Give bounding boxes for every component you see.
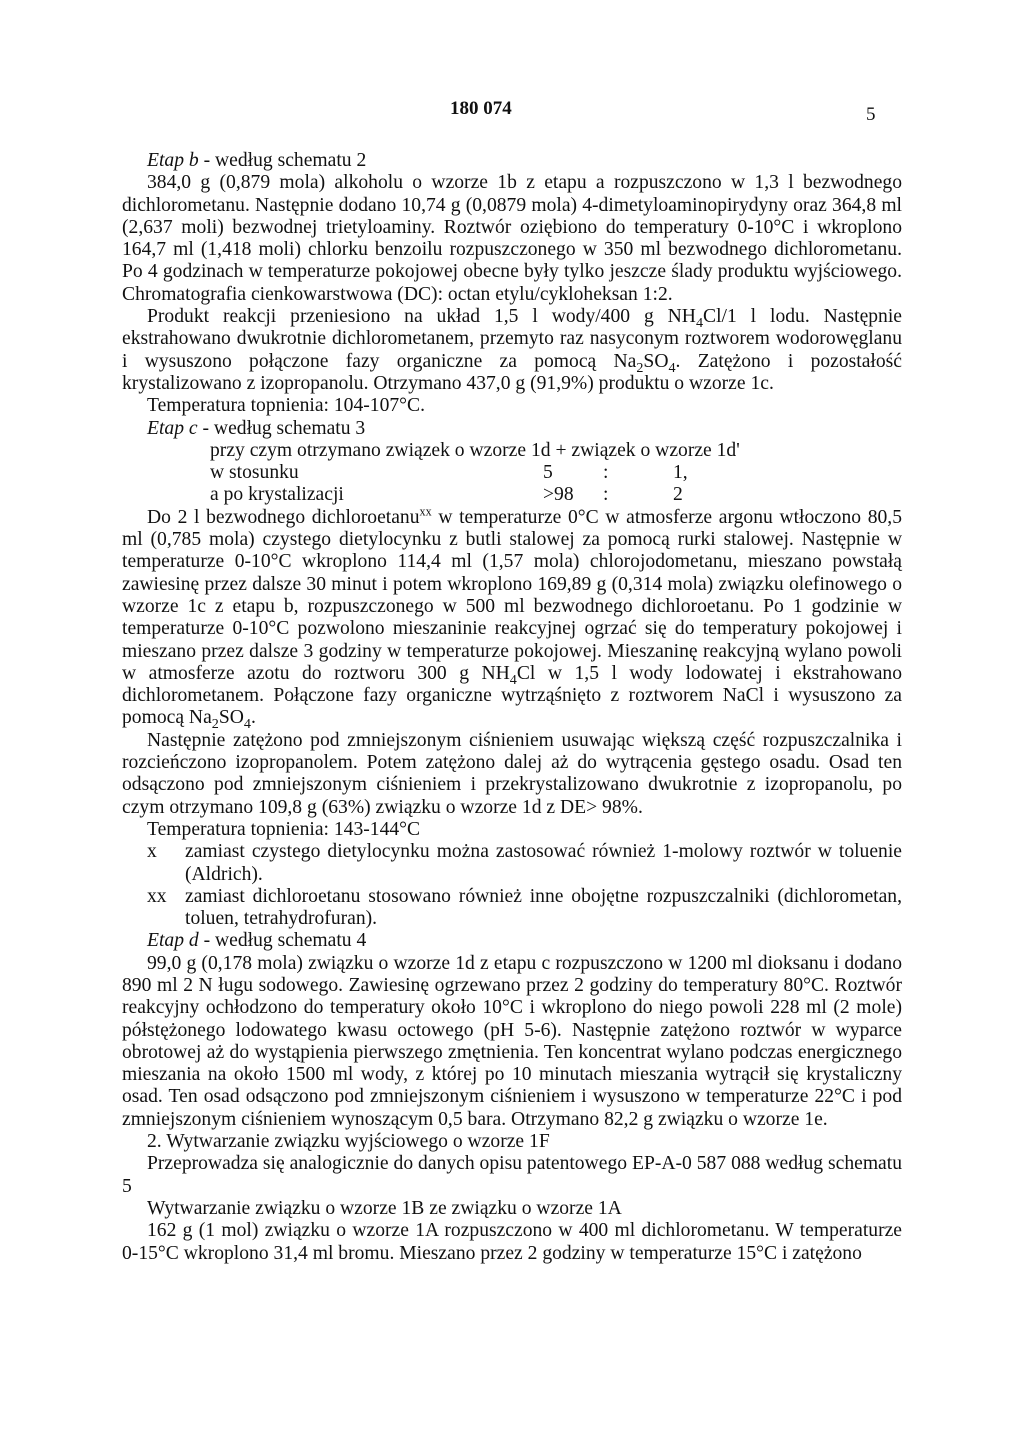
document-body [122,150,902,1265]
etap-b-paragraph-1: 384,0 g (0,879 mola) alkoholu o wzorze 1b z etapu a rozpuszczono w 1,3 l bezwodnego dichlorometanu. Następnie dodano 10,74 g (0,0879 mola) 4-dimetyloaminopirydyny oraz 364,8 ml (2,637 moli) bezwodnej trietyloaminy. Roztwór oziębiono do temperatury 0-10°C i wkroplono 164,7 ml (1,418 moli) chlorku benzoilu rozpuszczonego w 350 ml bezwodnego dichlorometanu. Po 4 godzinach w temperaturze pokojowej obecne były tylko jeszcze ślady produktu wyjściowego. Chromatografia cienkowarstwowa (DC): octan etylu/cykloheksan 1:2. [122,172,902,305]
ratio-row-2: a po krystalizacji >98 : 2 [210,484,683,506]
etap-c-paragraph-1: Do 2 l bezwodnego dichloroetanu$^{xx}$ w temperaturze 0°C w atmosferze argonu wtłoczono 80,5 ml (0,785 mola) czystego dietylocynku z butli stalowej za pomocą rurki stalowej. Następnie w temperaturze 0-10°C wkroplono 114,4 ml (1,57 mola) chlorojodometanu, mieszano powstałą zawiesinę przez dalsze 30 minut i potem wkroplono 169,89 g (0,314 mola) związku olefinowego o wzorze 1c z etapu b, rozpuszczonego w 500 ml bezwodnego dichloroetanu. Po 1 godzinie w temperaturze 0-10°C pozwolono mieszaninie reakcyjnej ogrzać się do temperatury pokojowej i mieszano przez dalsze 3 godziny w temperaturze pokojowej. Mieszaninę reakcyjną wylano powoli w atmosferze azotu do roztworu 300 g $NH_4Cl$ w 1,5 l wody lodowatej i ekstrahowano dichlorometanem. Połączone fazy organiczne wytrząśnięto z roztworem NaCl i wysuszono za pomocą $Na_2SO_4$. [122,504,902,733]
etap-b-heading: Etap b - według schematu 2 [147,150,367,171]
page-number: 5 [866,104,876,125]
etap-d-heading: Etap d - według schematu 4 [147,930,367,952]
patent-number: 180 074 [450,98,512,119]
etap-c-heading: Etap c - według schematu 3 [147,417,366,439]
etap-c-paragraph-2: Następnie zatężono pod zmniejszonym ciśnieniem usuwając większą część rozpuszczalnika i rozcieńczono izopropanolem. Potem zatężono dalej aż do wytrącenia gęstego osadu. Osad ten odsączono pod zmniejszonym ciśnieniem i przekrystalizowano dwukrotnie z izopropanolu, po czym otrzymano 109,8 g (63%) związku o wzorze 1d z DE> 98%. [122,729,902,818]
etap-d-paragraph-1: 99,0 g (0,178 mola) związku o wzorze 1d z etapu c rozpuszczono w 1200 ml dioksanu i dodano 890 ml 2 N ługu sodowego. Zawiesinę ogrzewano przez 2 godziny do temperatury 80°C. Roztwór reakcyjny ochłodzono do temperatury około 10°C i wkroplono do niego powoli 228 ml (2 mole) półstężonego lodowatego kwasu octowego (pH 5-6). Następnie zatężono roztwór w wyparce obrotowej aż do wystąpienia pierwszego zmętnienia. Ten koncentrat wylano podczas energicznego mieszania na około 1500 ml wody, z której po 10 minutach mieszania wytrącił się krystaliczny osad. Ten osad odsączono pod zmniejszonym ciśnieniem i wysuszono w temperaturze 22°C i pod zmniejszonym ciśnieniem wynoszącym 0,5 bara. Otrzymano 82,2 g związku o wzorze 1e. [122,952,902,1130]
etap-c-melting-point: Temperatura topnienia: 143-144°C [147,818,421,840]
section-2-paragraph-2: 162 g (1 mol) związku o wzorze 1A rozpuszczono w 400 ml dichlorometanu. W temperaturze 0-15°C wkroplono 31,4 ml bromu. Mieszano przez 2 godziny w temperaturze 15°C i zatężono [122,1220,902,1264]
footnote-xx: xx zamiast dichloroetanu stosowano również inne obojętne rozpuszczalniki (dichlorometan, toluen, tetrahydrofuran). [147,885,902,930]
section-2-subheading: Wytwarzanie związku o wzorze 1B ze związku o wzorze 1A [147,1197,622,1219]
etap-b-melting-point: Temperatura topnienia: 104-107°C. [147,395,425,417]
section-2-heading: 2. Wytwarzanie związku wyjściowego o wzorze 1F [147,1131,550,1153]
ratio-row-1: w stosunku 5 : 1, [210,462,688,484]
etap-b-paragraph-2: Produkt reakcji przeniesiono na układ 1,5 l wody/400 g $NH_4Cl/1$ l lodu. Następnie ekstrahowano dwukrotnie dichlorometanem, przemyto raz nasyconym roztworem wodorowęglanu i wysuszono połączone fazy organiczne za pomocą $Na_2SO_4$. Zatężono i pozostałość krystalizowano z izopropanolu. Otrzymano 437,0 g (91,9%) produktu o wzorze 1c. [122,306,902,394]
footnote-x: x zamiast czystego dietylocynku można zastosować również 1-molowy roztwór w toluenie (Aldrich). [147,841,902,885]
section-2-paragraph-1: Przeprowadza się analogicznie do danych opisu patentowego EP-A-0 587 088 według schematu 5 [122,1153,902,1197]
etap-c-ratio-intro: przy czym otrzymano związek o wzorze 1d + związek o wzorze 1d' [210,439,740,461]
